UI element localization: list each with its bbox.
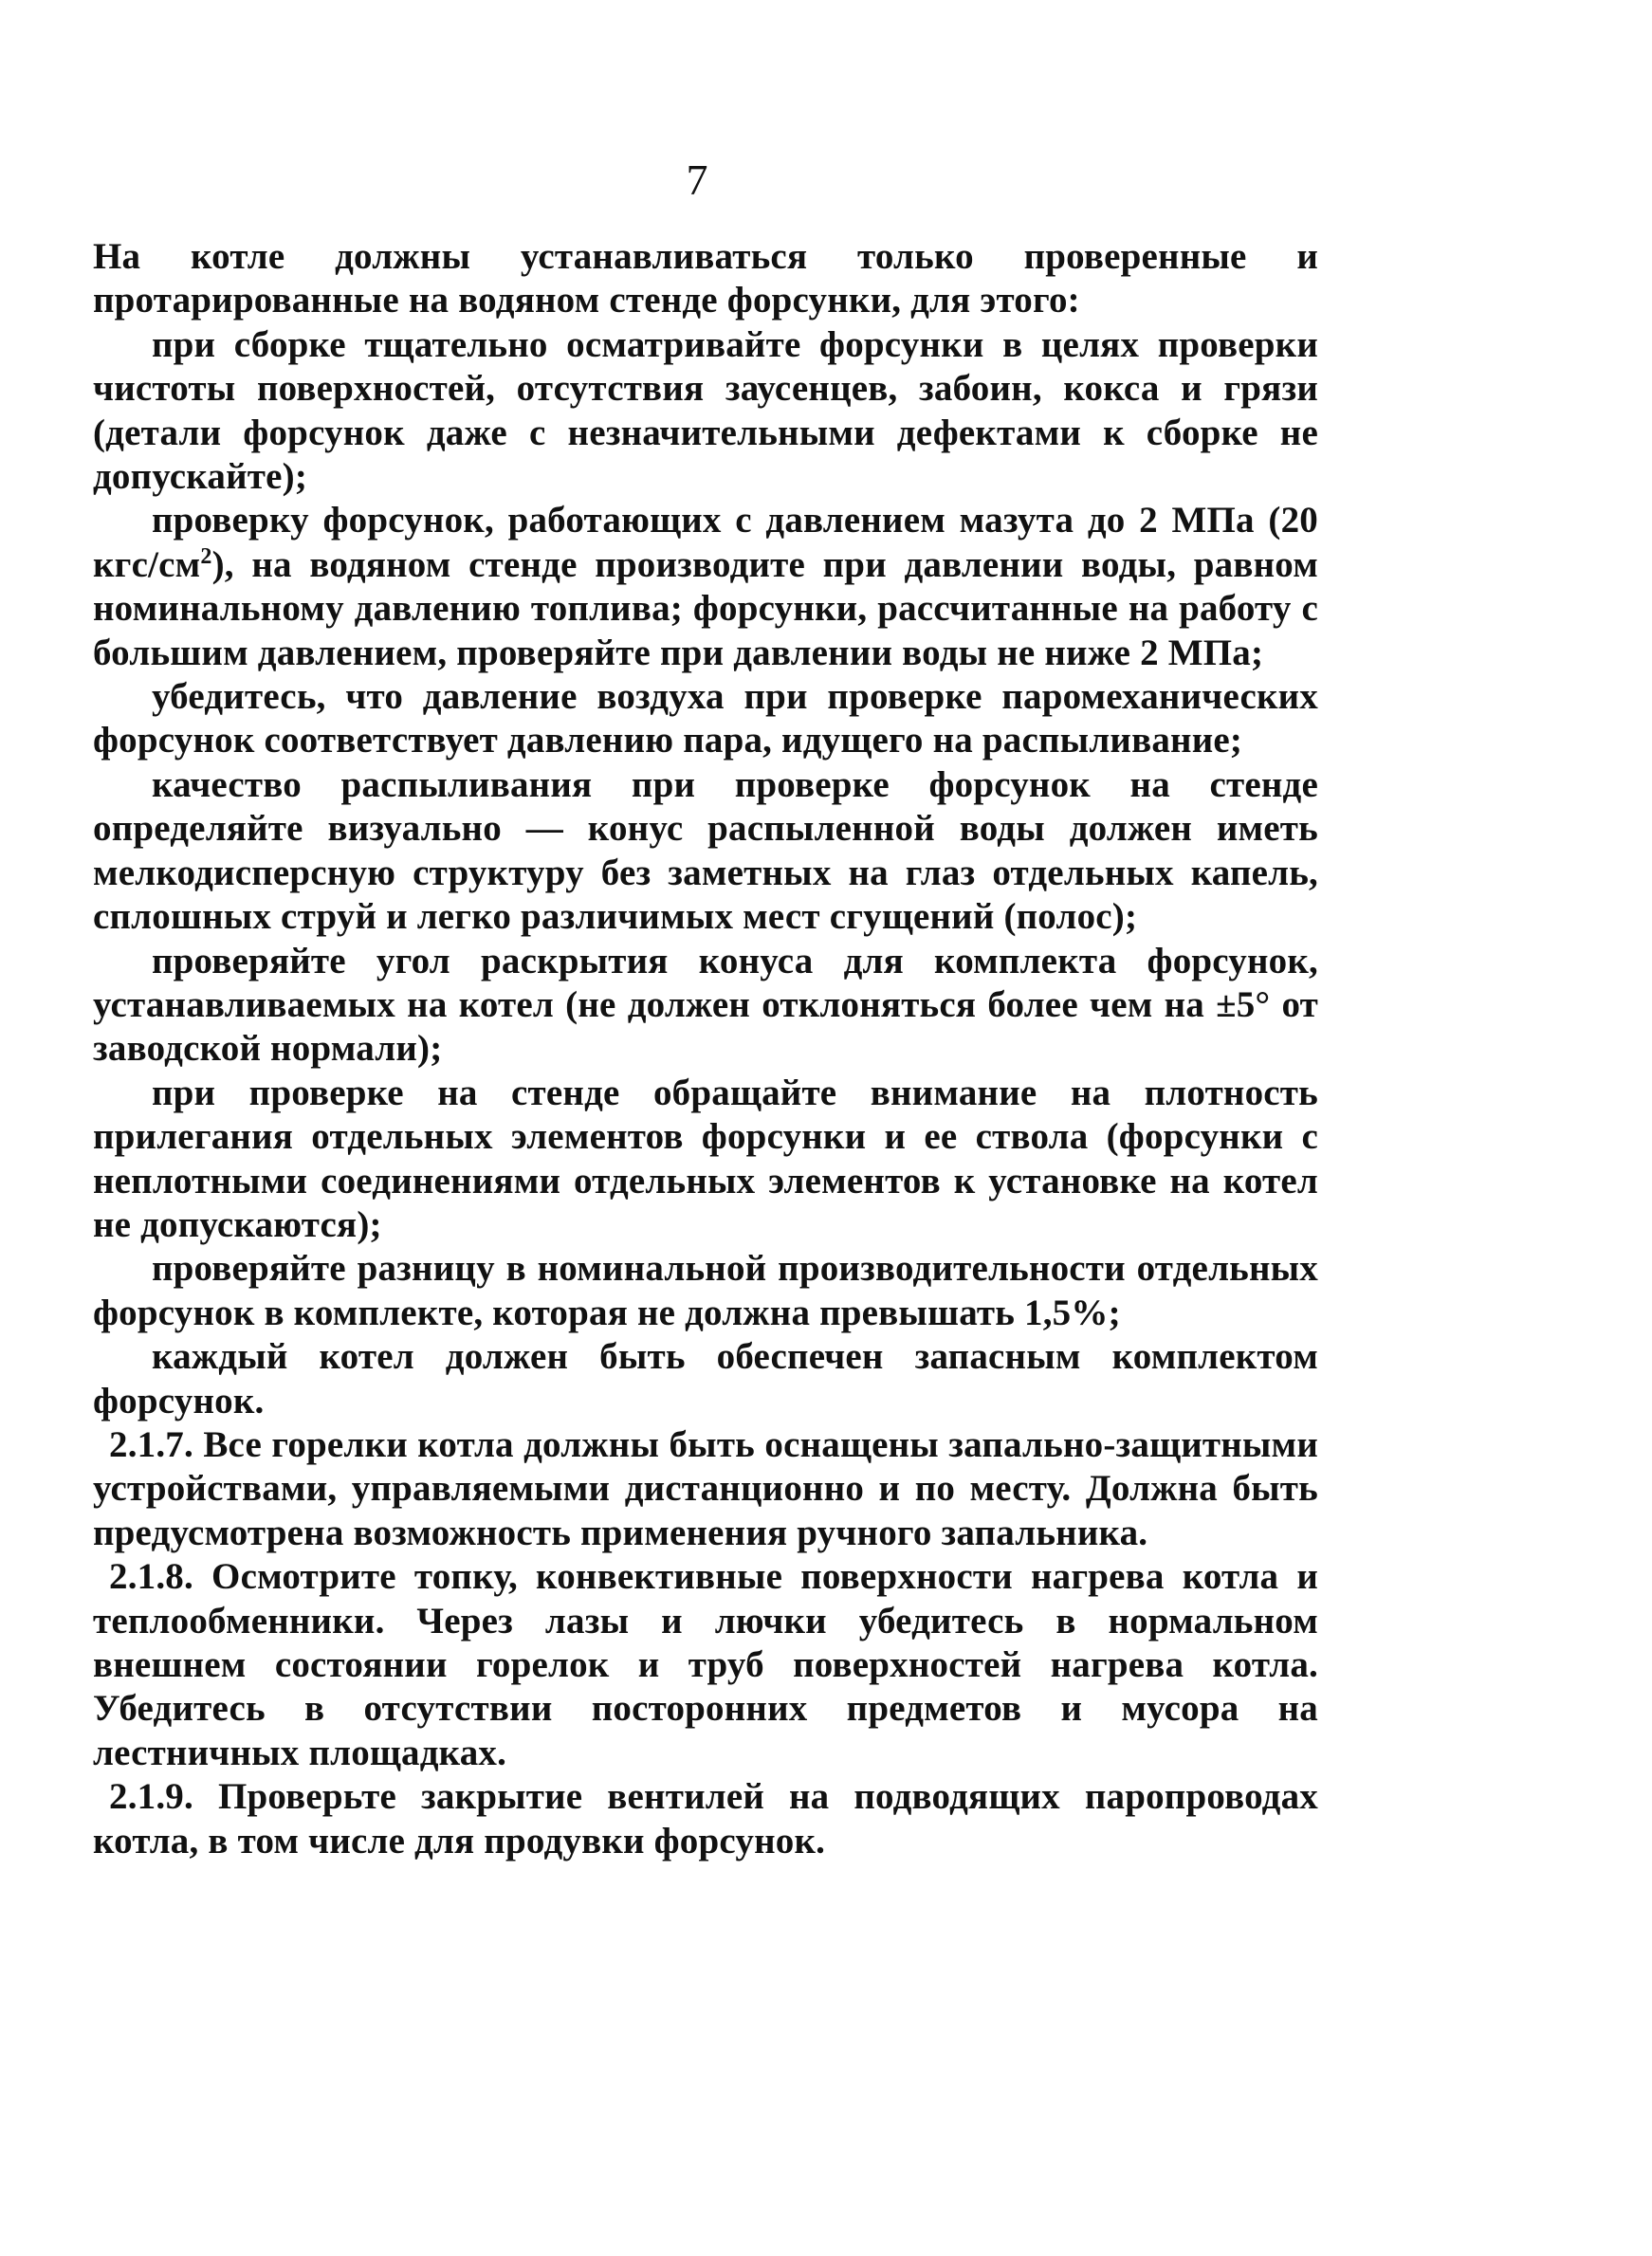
- paragraph-tightness: при проверке на стенде обращайте внимание на плотность прилегания отдельных элементов форсунки и ее ствола (форсунки с неплотными соединениями отдельных элементов к установке на котел не допускаются);: [93, 1072, 1318, 1245]
- paragraph-spray-quality: качество распыливания при проверке форсунок на стенде определяйте визуально — конус распыленной воды должен иметь мелкодисперсную структуру без заметных на глаз отдельных капель, сплошных струй и легко различимых мест сгущений (полос);: [93, 763, 1318, 938]
- paragraph-intro: На котле должны устанавливаться только проверенные и протарированные на водяном стенде форсунки, для этого:: [93, 236, 1318, 321]
- pressure-text-before: проверку форсунок, работающих с давлением мазута до 2 МПа (20 кгс/см: [93, 500, 1318, 585]
- section-2-1-8: 2.1.8. Осмотрите топку, конвективные поверхности нагрева котла и теплообменники. Через лазы и лючки убедитесь в нормальном внешнем состоянии горелок и труб поверхностей нагрева котла. Убедитесь в отсутствии посторонних предметов и мусора на лестничных площадках.: [93, 1556, 1318, 1773]
- paragraph-air-pressure: убедитесь, что давление воздуха при проверке паромеханических форсунок соответствует давлению пара, идущего на распыливание;: [93, 676, 1318, 761]
- pressure-text-after: ), на водяном стенде производите при давлении воды, равном номинальному давлению топлива; форсунки, рассчитанные на работу с большим давлением, проверяйте при давлении воды не ниже 2 МПа;: [93, 543, 1318, 673]
- page-number: 7: [686, 156, 708, 204]
- section-2-1-7: 2.1.7. Все горелки котла должны быть оснащены запально-защитными устройствами, управляемыми дистанционно и по месту. Должна быть предусмотрена возможность применения ручного запальника.: [93, 1423, 1318, 1553]
- paragraph-assembly-inspection: при сборке тщательно осматривайте форсунки в целях проверки чистоты поверхностей, отсутствия заусенцев, забоин, кокса и грязи (детали форсунок даже с незначительными дефектами к сборке не допускайте);: [93, 323, 1318, 498]
- paragraph-spare-set: каждый котел должен быть обеспечен запасным комплектом форсунок.: [93, 1336, 1318, 1421]
- paragraph-capacity-difference: проверяйте разницу в номинальной производительности отдельных форсунок в комплекте, которая не должна превышать 1,5%;: [93, 1248, 1318, 1333]
- document-body: [93, 235, 1318, 1863]
- superscript-2: 2: [200, 543, 212, 569]
- section-2-1-9: 2.1.9. Проверьте закрытие вентилей на подводящих паропроводах котла, в том числе для продувки форсунок.: [93, 1776, 1318, 1862]
- paragraph-pressure-check: [93, 499, 1318, 675]
- paragraph-cone-angle: проверяйте угол раскрытия конуса для комплекта форсунок, устанавливаемых на котел (не должен отклоняться более чем на ±5° от заводской нормали);: [93, 940, 1318, 1070]
